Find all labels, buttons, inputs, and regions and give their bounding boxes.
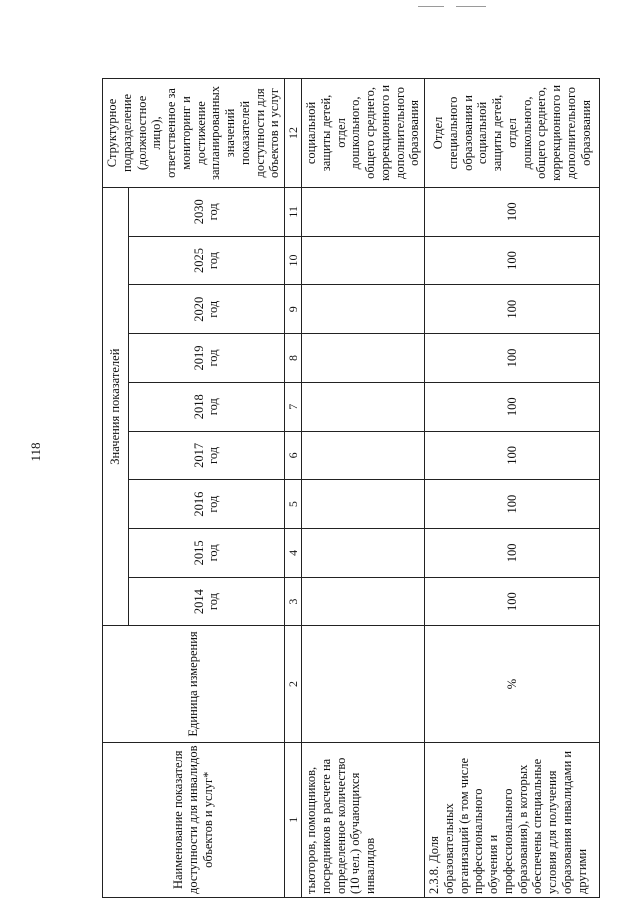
header-year: 2018 год xyxy=(128,382,284,431)
row-value: 100 xyxy=(425,285,600,334)
header-year: 2017 год xyxy=(128,431,284,480)
header-year: 2016 год xyxy=(128,480,284,529)
column-number: 5 xyxy=(285,480,302,529)
column-number: 4 xyxy=(285,528,302,577)
row-value: 100 xyxy=(425,382,600,431)
row-responsible: Отдел специального образования и социальной защиты детей, отдел дошкольного, общего среднего, коррекционного и дополнительного образования xyxy=(425,79,600,188)
header-indicator-name: Наименование показателя доступности для инвалидов объектов и услуг* xyxy=(103,742,285,897)
column-number: 6 xyxy=(285,431,302,480)
row-value xyxy=(302,334,425,383)
column-number: 1 xyxy=(285,742,302,897)
row-unit: % xyxy=(425,626,600,742)
header-year: 2015 год xyxy=(128,528,284,577)
row-value xyxy=(302,382,425,431)
page-number: 118 xyxy=(28,442,43,462)
row-value xyxy=(302,431,425,480)
column-number: 9 xyxy=(285,285,302,334)
table-row xyxy=(425,79,600,898)
column-number: 2 xyxy=(285,626,302,742)
row-value xyxy=(302,285,425,334)
scan-mark xyxy=(456,6,486,7)
table-row xyxy=(302,79,425,898)
header-year: 2025 год xyxy=(128,236,284,285)
header-values-group: Значения показателей xyxy=(103,187,129,626)
column-number: 7 xyxy=(285,382,302,431)
row-value: 100 xyxy=(425,187,600,236)
row-value: 100 xyxy=(425,528,600,577)
row-value: 100 xyxy=(425,334,600,383)
column-number: 11 xyxy=(285,187,302,236)
column-number: 12 xyxy=(285,79,302,188)
header-year: 2014 год xyxy=(128,577,284,626)
header-year: 2019 год xyxy=(128,334,284,383)
row-value: 100 xyxy=(425,431,600,480)
row-responsible: социальной защиты детей, отдел дошкольного, общего среднего, коррекционного и дополнительного образования xyxy=(302,79,425,188)
row-unit xyxy=(302,626,425,742)
header-unit: Единица измерения xyxy=(103,626,285,742)
row-value xyxy=(302,577,425,626)
row-value xyxy=(302,187,425,236)
row-indicator-name: тьюторов, помощников, посредников в расчете на определенное количество (10 чел.) обучающихся инвалидов xyxy=(302,742,425,897)
row-value: 100 xyxy=(425,577,600,626)
column-number: 3 xyxy=(285,577,302,626)
row-value xyxy=(302,528,425,577)
column-number: 8 xyxy=(285,334,302,383)
row-value: 100 xyxy=(425,236,600,285)
header-responsible: Структурное подразделение (должностное лицо), ответственное за мониторинг и достижение запланированных значений показателей доступности для объектов и услуг xyxy=(103,79,285,188)
header-year: 2020 год xyxy=(128,285,284,334)
scan-mark xyxy=(418,6,444,7)
row-value xyxy=(302,480,425,529)
row-value xyxy=(302,236,425,285)
row-value: 100 xyxy=(425,480,600,529)
column-number: 10 xyxy=(285,236,302,285)
indicators-table xyxy=(102,78,600,898)
row-indicator-name: 2.3.8. Доля образовательных организаций (в том числе профессионального обучения и профессионального образования), в которых обеспечены специальные условия для получения образования инвалидами и другими xyxy=(425,742,600,897)
rotated-table-wrapper xyxy=(102,78,622,898)
header-year: 2030 год xyxy=(128,187,284,236)
